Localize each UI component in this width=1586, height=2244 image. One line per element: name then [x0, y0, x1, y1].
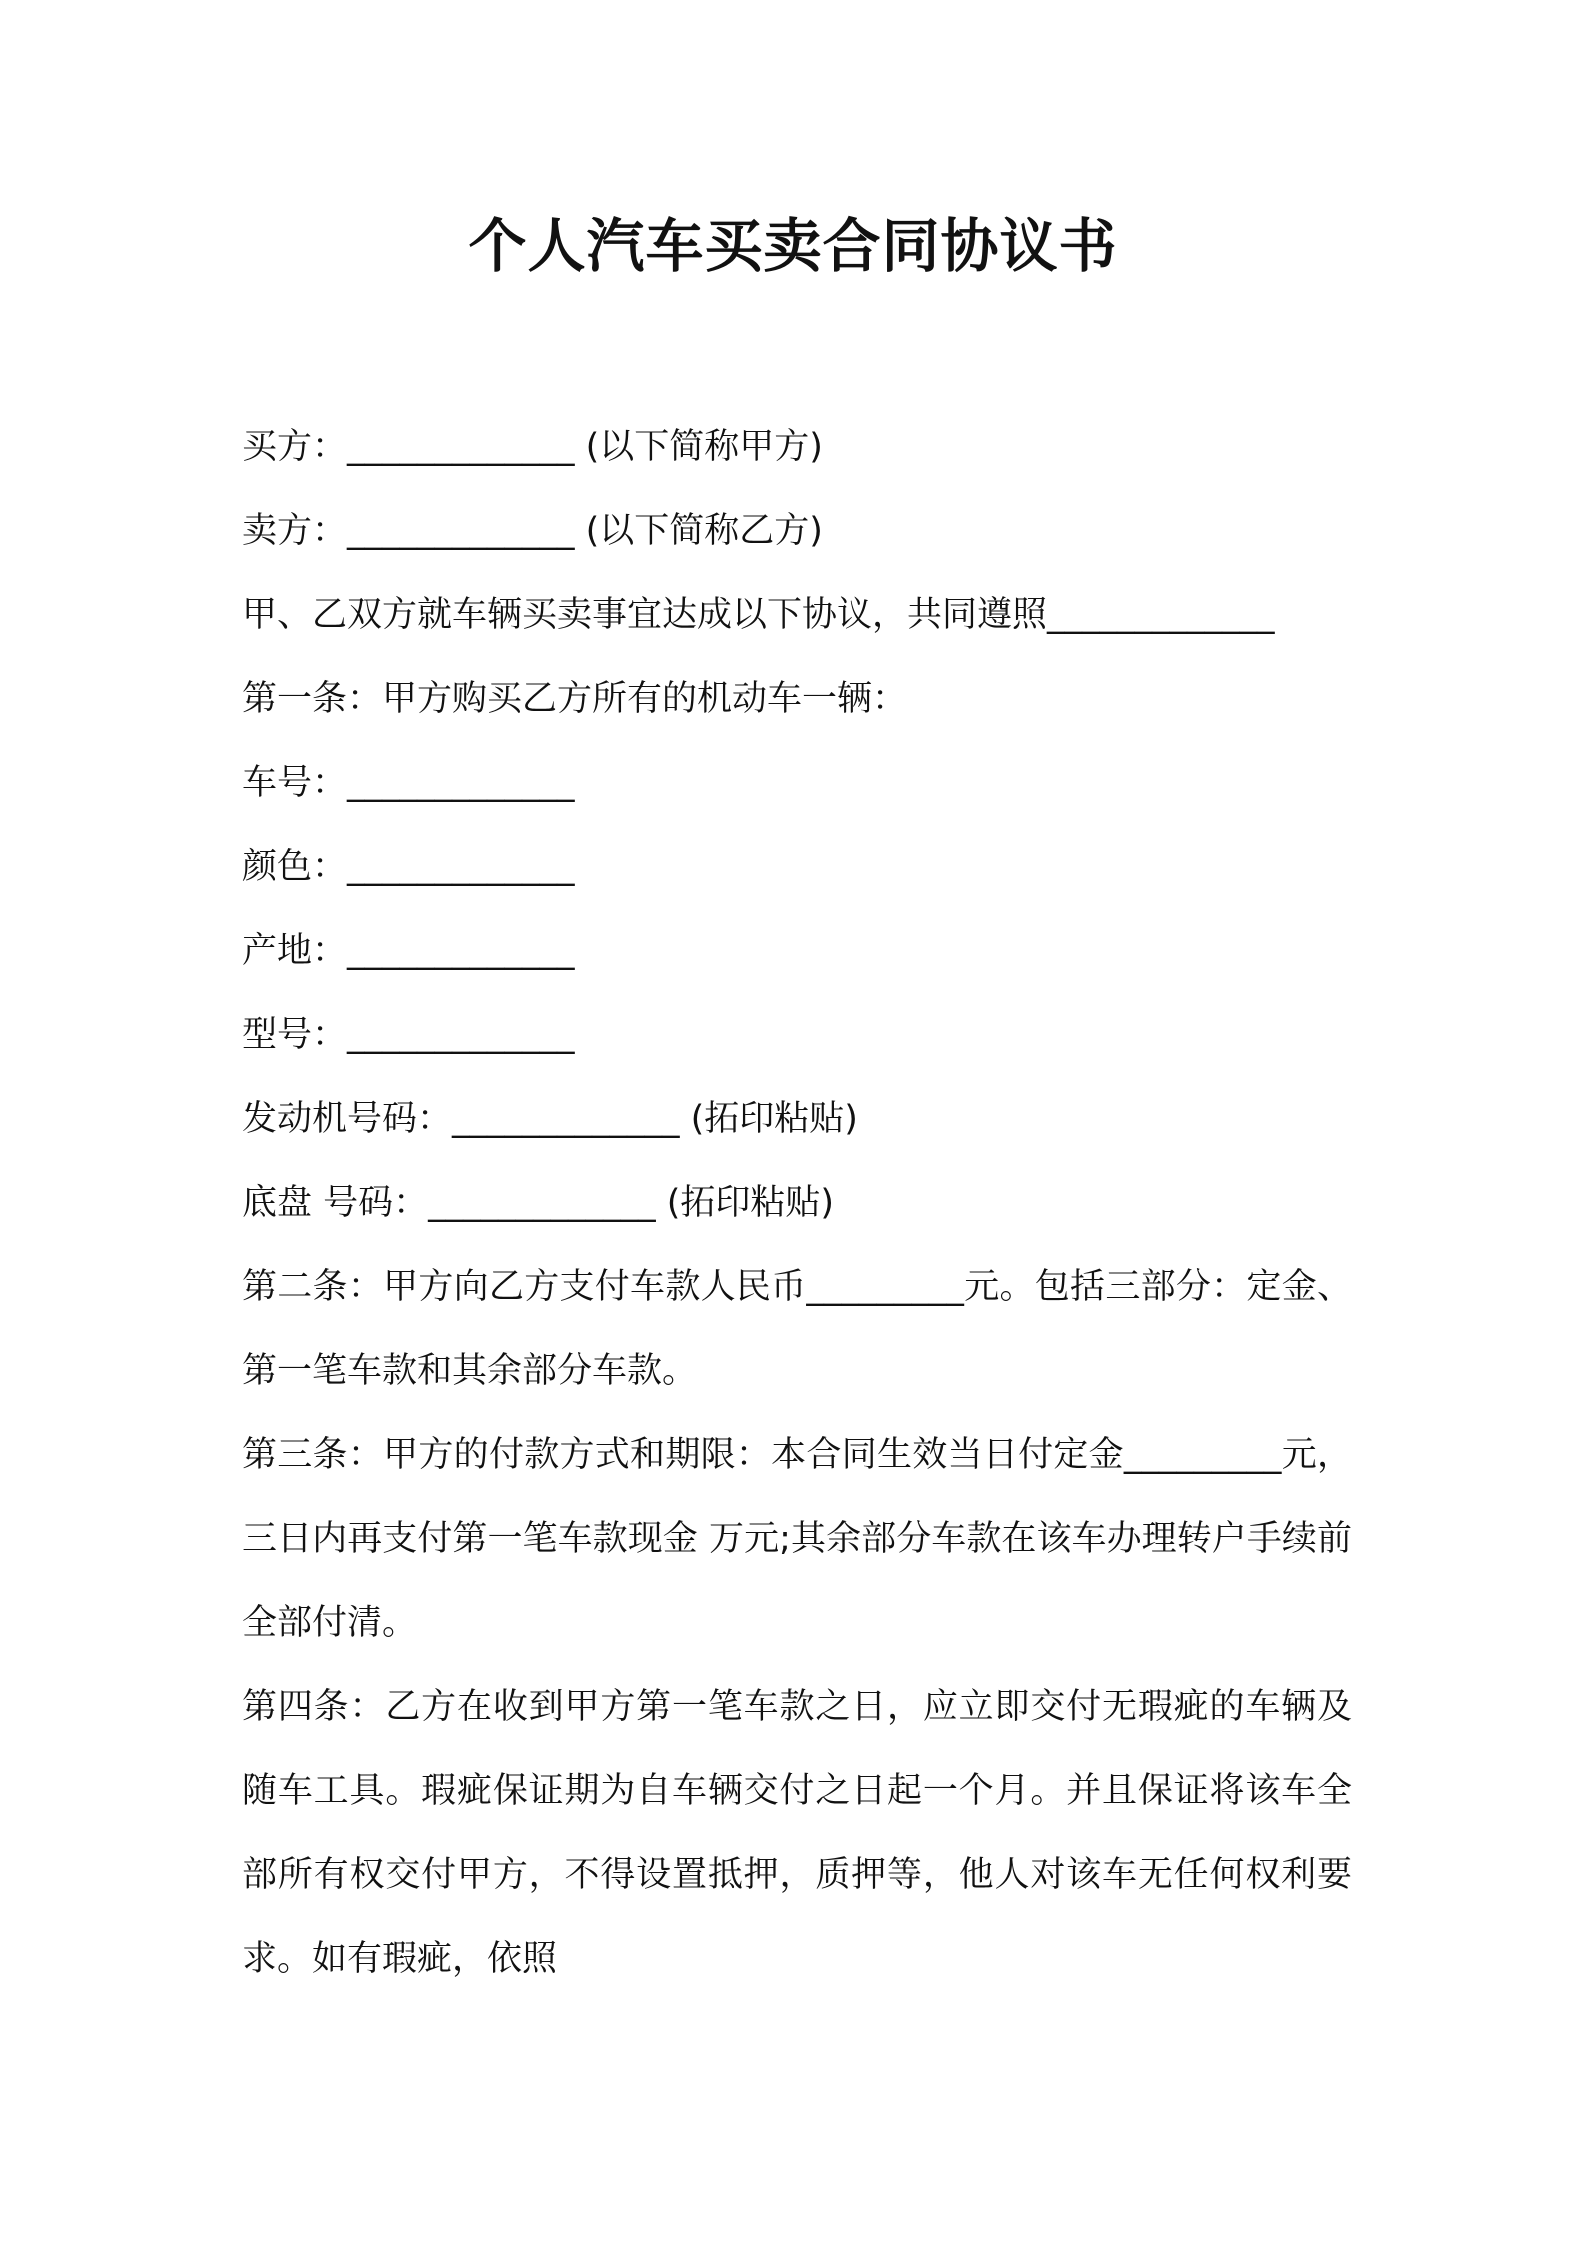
agreement-intro-line: 甲、乙双方就车辆买卖事宜达成以下协议，共同遵照_____________	[242, 595, 1275, 635]
buyer-line: 买方：_____________ (以下简称甲方)	[242, 427, 823, 467]
model-line: 型号：_____________	[242, 1015, 575, 1055]
plate-number-line: 车号：_____________	[242, 763, 575, 803]
chassis-number-line: 底盘 号码：_____________ (拓印粘贴)	[242, 1183, 835, 1223]
article-3-paragraph: 第三条：甲方的付款方式和期限：本合同生效当日付定金_________元，三日内再支付第一笔车款现金 万元;其余部分车款在该车办理转户手续前全部付清。	[242, 1435, 1352, 1643]
seller-line: 卖方：_____________ (以下简称乙方)	[242, 511, 823, 551]
color-line: 颜色：_____________	[242, 847, 575, 887]
article-1-line: 第一条：甲方购买乙方所有的机动车一辆：	[242, 679, 908, 719]
engine-number-line: 发动机号码：_____________ (拓印粘贴)	[242, 1099, 858, 1139]
document-body	[242, 405, 1352, 2001]
origin-line: 产地：_____________	[242, 931, 575, 971]
article-4-paragraph: 第四条：乙方在收到甲方第一笔车款之日，应立即交付无瑕疵的车辆及随车工具。瑕疵保证期为自车辆交付之日起一个月。并且保证将该车全部所有权交付甲方，不得设置抵押，质押等，他人对该车无任何权利要求。如有瑕疵，依照	[242, 1687, 1352, 1979]
article-2-paragraph: 第二条：甲方向乙方支付车款人民币_________元。包括三部分：定金、第一笔车款和其余部分车款。	[242, 1267, 1352, 1391]
document-title: 个人汽车买卖合同协议书	[468, 212, 1118, 280]
